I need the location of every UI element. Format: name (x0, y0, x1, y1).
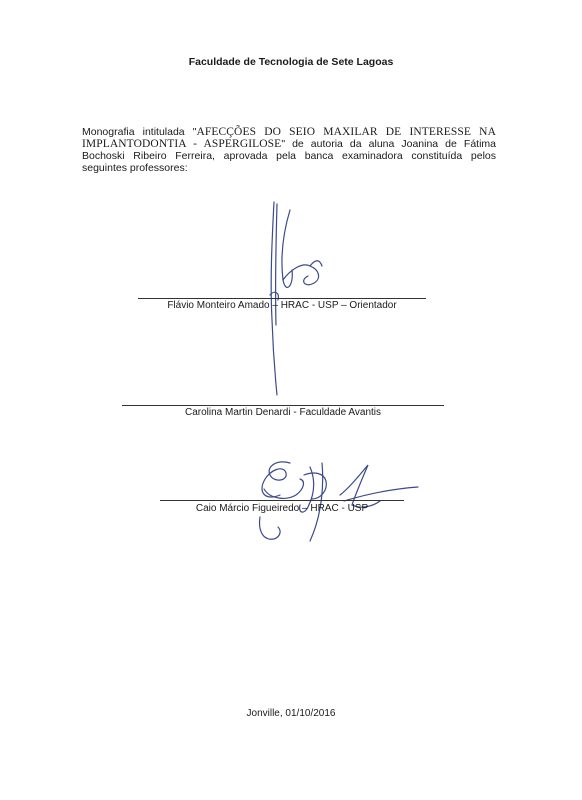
signature-line-1 (138, 298, 426, 299)
signature-line-2 (122, 405, 444, 406)
examiner-2-name: Carolina Martin Denardi - Faculdade Avantis (184, 407, 382, 418)
statement-lead: Monografia intitulada " (82, 126, 197, 138)
monograph-title: AFECÇÕES DO SEIO MAXILAR DE INTERESSE NA IMPLANTODONTIA - ASPERGILOSE (82, 126, 496, 150)
statement-rest: " de autoria da aluna Joanina de Fátima Bochoski Ribeiro Ferreira, aprovada pela banca examinadora constituída pelos seguintes professores: (82, 138, 496, 174)
examiner-1-name: Flávio Monteiro Amado – HRAC - USP – Orientador (167, 300, 397, 311)
institution-name: Faculdade de Tecnologia de Sete Lagoas (188, 56, 394, 68)
place-and-date: Jonville, 01/10/2016 (246, 708, 336, 719)
approval-statement (82, 126, 496, 174)
signature-line-3 (160, 500, 404, 501)
examiner-3-name: Caio Márcio Figueiredo – HRAC - USP (195, 503, 369, 514)
